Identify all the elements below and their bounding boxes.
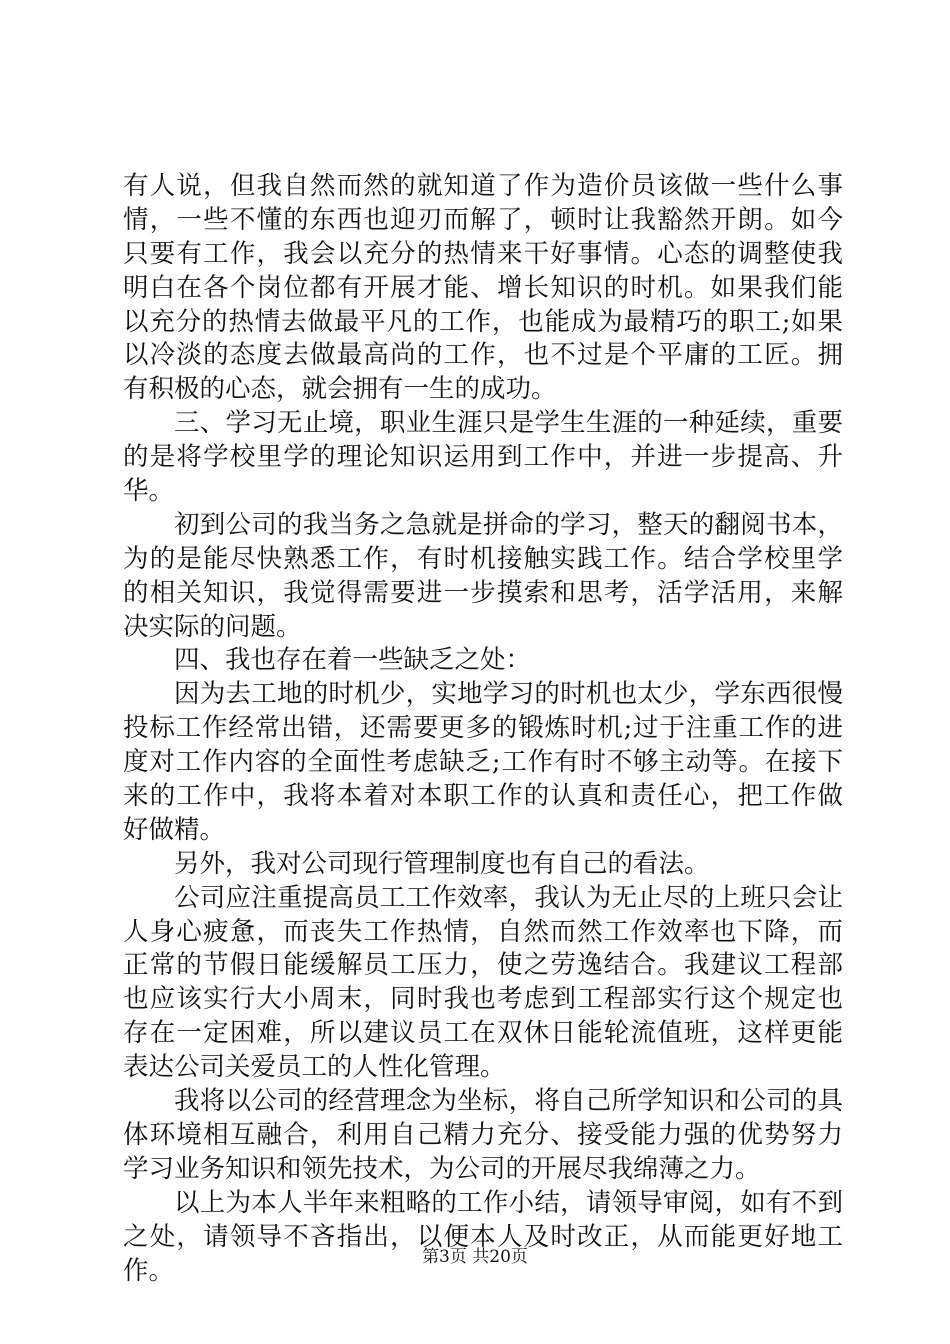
text-line: 人身心疲惫，而丧失工作热情，自然而然工作效率也下降，而 <box>123 916 843 947</box>
text-line: 之处，请领导不吝指出，以便本人及时改正，从而能更好地工 <box>123 1221 843 1252</box>
section-heading: 三、学习无止境，职业生涯只是学生生涯的一种延续，重要 <box>174 408 843 439</box>
text-line: 华。 <box>123 476 175 507</box>
text-line: 明白在各个岗位都有开展才能、增长知识的时机。如果我们能 <box>123 272 843 303</box>
body-text <box>123 170 843 1288</box>
text-line: 体环境相互融合，利用自己精力充分、接受能力强的优势努力 <box>123 1119 843 1150</box>
text-line: 作。 <box>123 1255 175 1286</box>
text-line: 决实际的问题。 <box>123 611 302 642</box>
text-line: 正常的节假日能缓解员工压力，使之劳逸结合。我建议工程部 <box>123 950 843 981</box>
text-line: 好做精。 <box>123 814 226 845</box>
text-line: 存在一定困难，所以建议员工在双休日能轮流值班，这样更能 <box>123 1018 843 1049</box>
text-line: 另外，我对公司现行管理制度也有自己的看法。 <box>174 848 710 879</box>
section-heading: 四、我也存在着一些缺乏之处： <box>174 645 532 676</box>
text-line: 来的工作中，我将本着对本职工作的认真和责任心，把工作做 <box>123 781 843 812</box>
text-line: 因为去工地的时机少，实地学习的时机也太少，学东西很慢 <box>174 679 843 710</box>
text-line: 表达公司关爱员工的人性化管理。 <box>123 1052 506 1083</box>
text-line: 投标工作经常出错，还需要更多的锻炼时机;过于注重工作的进 <box>123 713 843 744</box>
text-line: 情，一些不懂的东西也迎刃而解了，顿时让我豁然开朗。如今 <box>123 204 843 235</box>
text-line: 为的是能尽快熟悉工作，有时机接触实践工作。结合学校里学 <box>123 543 843 574</box>
text-line: 度对工作内容的全面性考虑缺乏;工作有时不够主动等。在接下 <box>123 747 843 778</box>
text-line: 以充分的热情去做最平凡的工作，也能成为最精巧的职工;如果 <box>123 306 843 337</box>
text-line: 以冷淡的态度去做最高尚的工作，也不过是个平庸的工匠。拥 <box>123 340 843 371</box>
text-line: 的相关知识，我觉得需要进一步摸索和思考，活学活用，来解 <box>123 577 843 608</box>
text-line: 我将以公司的经营理念为坐标，将自己所学知识和公司的具 <box>174 1086 843 1117</box>
text-line: 的是将学校里学的理论知识运用到工作中，并进一步提高、升 <box>123 442 843 473</box>
text-line: 公司应注重提高员工工作效率，我认为无止尽的上班只会让 <box>174 882 843 913</box>
text-line: 有人说，但我自然而然的就知道了作为造价员该做一些什么事 <box>123 171 843 201</box>
text-line: 学习业务知识和领先技术，为公司的开展尽我绵薄之力。 <box>123 1153 761 1184</box>
text-line: 只要有工作，我会以充分的热情来干好事情。心态的调整使我 <box>123 238 843 269</box>
text-line: 以上为本人半年来粗略的工作小结，请领导审阅，如有不到 <box>174 1187 843 1218</box>
text-line: 初到公司的我当务之急就是拼命的学习，整天的翻阅书本， <box>174 509 843 540</box>
text-line: 也应该实行大小周末，同时我也考虑到工程部实行这个规定也 <box>123 984 843 1015</box>
page-number-footer: 第3页 共20页 <box>422 1247 528 1267</box>
text-line: 有积极的心态，就会拥有一生的成功。 <box>123 374 557 405</box>
